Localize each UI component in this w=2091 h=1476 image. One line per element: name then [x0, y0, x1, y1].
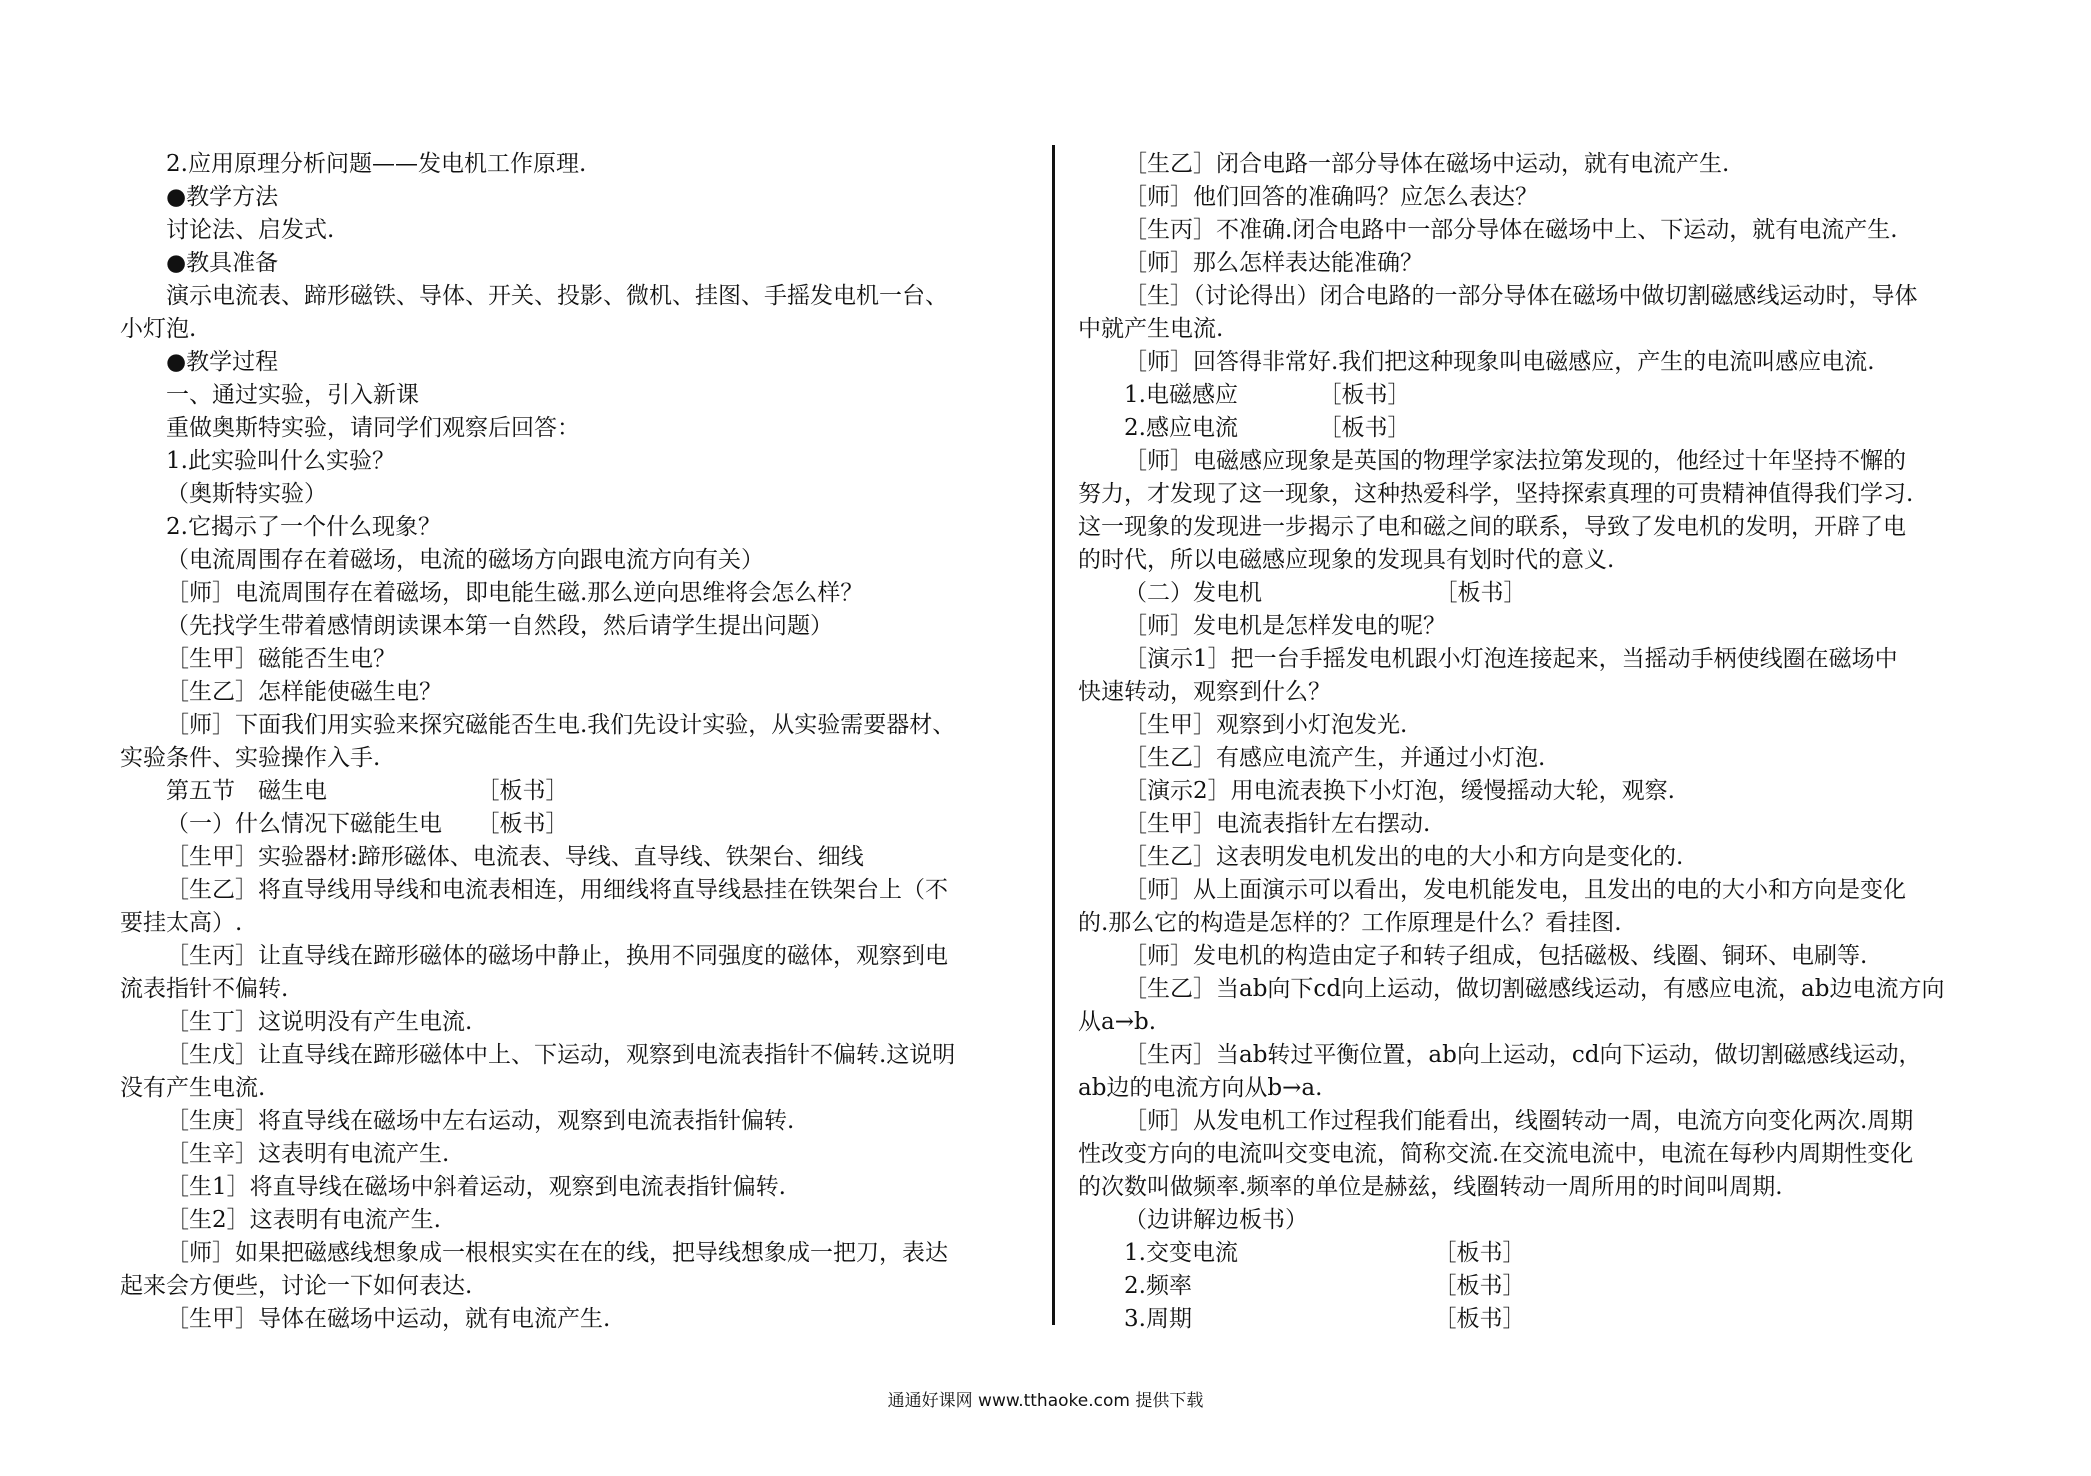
left-column-line: 起来会方便些，讨论一下如何表达.	[120, 1273, 473, 1299]
left-column-line: （电流周围存在着磁场，电流的磁场方向跟电流方向有关）	[166, 547, 764, 573]
left-column-line: 实验条件、实验操作入手.	[120, 745, 381, 771]
left-column-line: （奥斯特实验）	[166, 481, 327, 507]
right-column-line: 3.周期 ［板书］	[1124, 1306, 1526, 1332]
right-column-line: ［师］从上面演示可以看出，发电机能发电，且发出的电的大小和方向是变化	[1124, 877, 1906, 903]
left-column-line: （一）什么情况下磁能生电 ［板书］	[166, 811, 569, 837]
left-column-line: 重做奥斯特实验，请同学们观察后回答：	[166, 415, 580, 441]
left-column-line: ［师］电流周围存在着磁场，即电能生磁.那么逆向思维将会怎么样？	[166, 580, 864, 606]
left-column-line: 第五节 磁生电 ［板书］	[166, 778, 569, 804]
left-column-line: ［生甲］实验器材:蹄形磁体、电流表、导线、直导线、铁架台、细线	[166, 844, 864, 870]
right-column-line: ［生］（讨论得出）闭合电路的一部分导体在磁场中做切割磁感线运动时，导体	[1124, 283, 1918, 309]
left-column-line: ［生乙］怎样能使磁生电？	[166, 679, 442, 705]
right-column-line: ［生乙］闭合电路一部分导体在磁场中运动，就有电流产生.	[1124, 151, 1730, 177]
left-column-line: 要挂太高）.	[120, 910, 243, 936]
right-column-line: （二）发电机 ［板书］	[1124, 580, 1527, 606]
left-column-line: 讨论法、启发式.	[166, 217, 335, 243]
right-column	[1078, 148, 1988, 1336]
left-column-line: ［生辛］这表明有电流产生.	[166, 1141, 450, 1167]
right-column-line: （边讲解边板书）	[1124, 1207, 1308, 1233]
left-column-line: 2.应用原理分析问题——发电机工作原理.	[166, 151, 587, 177]
right-column-line: ［师］电磁感应现象是英国的物理学家法拉第发现的，他经过十年坚持不懈的	[1124, 448, 1906, 474]
right-column-line: ［生丙］当ab转过平衡位置，ab向上运动，cd向下运动，做切割磁感线运动，	[1124, 1042, 1922, 1068]
left-column-line: ［生丙］让直导线在蹄形磁体的磁场中静止，换用不同强度的磁体，观察到电	[166, 943, 948, 969]
right-column-line: ［演示1］把一台手摇发电机跟小灯泡连接起来，当摇动手柄使线圈在磁场中	[1124, 646, 1898, 672]
left-column-line: ［生庚］将直导线在磁场中左右运动，观察到电流表指针偏转.	[166, 1108, 795, 1134]
page-footer: 通通好课网 www.tthaoke.com 提供下载	[887, 1391, 1204, 1411]
right-column-line: ［师］那么怎样表达能准确？	[1124, 250, 1423, 276]
left-column-line: ●教学方法	[166, 184, 279, 210]
right-column-line: ab边的电流方向从b→a.	[1078, 1075, 1323, 1101]
left-column-line: 小灯泡.	[120, 316, 197, 342]
left-column-line: ［生1］将直导线在磁场中斜着运动，观察到电流表指针偏转.	[166, 1174, 786, 1200]
right-column-line: ［生乙］当ab向下cd向上运动，做切割磁感线运动，有感应电流，ab边电流方向	[1124, 976, 1945, 1002]
right-column-line: ［师］他们回答的准确吗？应怎么表达？	[1124, 184, 1538, 210]
right-column-line: 2.频率 ［板书］	[1124, 1273, 1526, 1299]
left-column-line: ［生甲］导体在磁场中运动，就有电流产生.	[166, 1306, 611, 1332]
right-column-line: 从a→b.	[1078, 1009, 1157, 1035]
left-column-line: 流表指针不偏转.	[120, 976, 289, 1002]
right-column-line: 性改变方向的电流叫交变电流，简称交流.在交流电流中，电流在每秒内周期性变化	[1078, 1141, 1914, 1167]
right-column-line: ［师］从发电机工作过程我们能看出，线圈转动一周，电流方向变化两次.周期	[1124, 1108, 1914, 1134]
left-column-line: （先找学生带着感情朗读课本第一自然段，然后请学生提出问题）	[166, 613, 833, 639]
right-column-line: ［师］发电机是怎样发电的呢？	[1124, 613, 1446, 639]
left-column-line: ●教具准备	[166, 250, 279, 276]
right-column-line: ［师］回答得非常好.我们把这种现象叫电磁感应，产生的电流叫感应电流.	[1124, 349, 1875, 375]
left-column-line: 1.此实验叫什么实验？	[166, 448, 395, 474]
right-column-line: 努力，才发现了这一现象，这种热爱科学，坚持探索真理的可贵精神值得我们学习.	[1078, 481, 1914, 507]
left-column-line: 演示电流表、蹄形磁铁、导体、开关、投影、微机、挂图、手摇发电机一台、	[166, 283, 948, 309]
right-column-line: ［师］发电机的构造由定子和转子组成，包括磁极、线圈、铜环、电刷等.	[1124, 943, 1868, 969]
right-column-line: ［生甲］电流表指针左右摆动.	[1124, 811, 1431, 837]
left-column-line: ［师］如果把磁感线想象成一根根实实在在的线，把导线想象成一把刀，表达	[166, 1240, 948, 1266]
right-column-line: 中就产生电流.	[1078, 316, 1224, 342]
left-column-line: ［生乙］将直导线用导线和电流表相连，用细线将直导线悬挂在铁架台上（不	[166, 877, 948, 903]
right-column-line: ［生乙］这表明发电机发出的电的大小和方向是变化的.	[1124, 844, 1684, 870]
left-column-line: ［生甲］磁能否生电？	[166, 646, 396, 672]
right-column-line: 的时代，所以电磁感应现象的发现具有划时代的意义.	[1078, 547, 1615, 573]
right-column-line: ［生乙］有感应电流产生，并通过小灯泡.	[1124, 745, 1546, 771]
right-column-line: 1.交变电流 ［板书］	[1124, 1240, 1526, 1266]
left-column	[120, 148, 1030, 1336]
left-column-line: 没有产生电流.	[120, 1075, 266, 1101]
right-column-line: ［生甲］观察到小灯泡发光.	[1124, 712, 1408, 738]
left-column-line: ［生戊］让直导线在蹄形磁体中上、下运动，观察到电流表指针不偏转.这说明	[166, 1042, 956, 1068]
right-column-line: ［生丙］不准确.闭合电路中一部分导体在磁场中上、下运动，就有电流产生.	[1124, 217, 1898, 243]
right-column-line: 快速转动，观察到什么？	[1078, 679, 1331, 705]
left-column-line: ［生2］这表明有电流产生.	[166, 1207, 441, 1233]
right-column-line: 的次数叫做频率.频率的单位是赫兹，线圈转动一周所用的时间叫周期.	[1078, 1174, 1783, 1200]
right-column-line: 的.那么它的构造是怎样的？工作原理是什么？看挂图.	[1078, 910, 1622, 936]
right-column-line: 2.感应电流 ［板书］	[1124, 415, 1411, 441]
left-column-line: 一、通过实验，引入新课	[166, 382, 419, 408]
right-column-line: 这一现象的发现进一步揭示了电和磁之间的联系，导致了发电机的发明，开辟了电	[1078, 514, 1906, 540]
column-divider	[1052, 145, 1055, 1325]
left-column-line: ［生丁］这说明没有产生电流.	[166, 1009, 473, 1035]
right-column-line: 1.电磁感应 ［板书］	[1124, 382, 1411, 408]
left-column-line: 2.它揭示了一个什么现象？	[166, 514, 441, 540]
left-column-line: ［师］下面我们用实验来探究磁能否生电.我们先设计实验，从实验需要器材、	[166, 712, 956, 738]
left-column-line: ●教学过程	[166, 349, 279, 375]
right-column-line: ［演示2］用电流表换下小灯泡，缓慢摇动大轮，观察.	[1124, 778, 1675, 804]
